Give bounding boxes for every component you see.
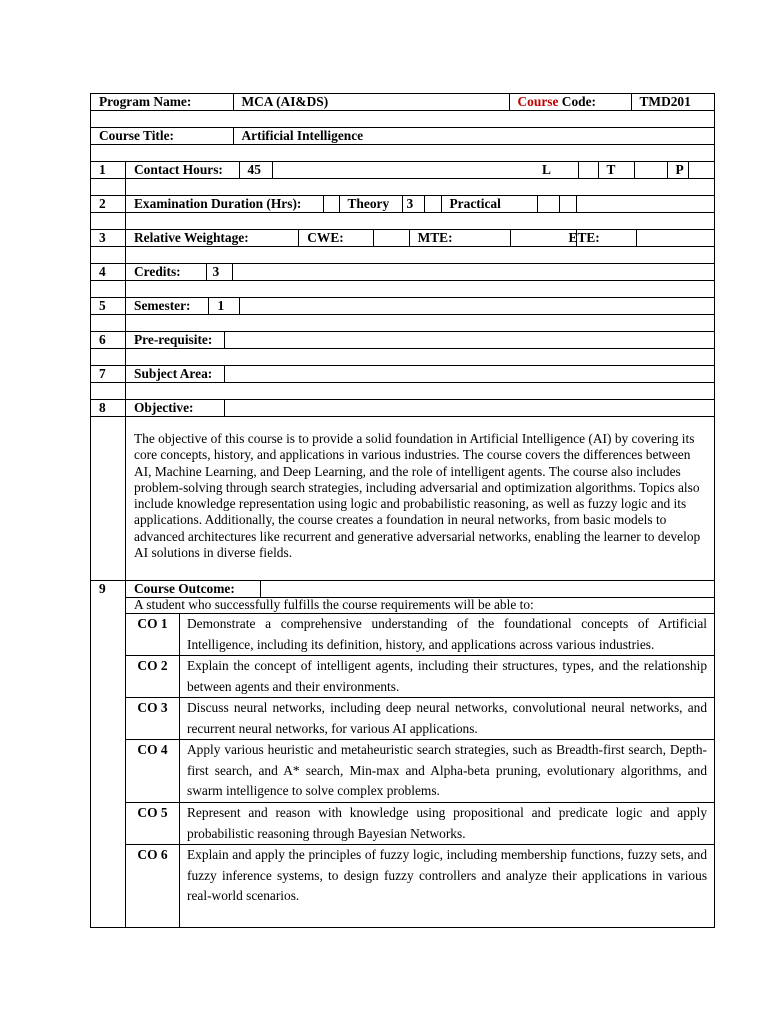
objective-text: The objective of this course is to provide a solid foundation in Artificial Intelligence (AI) by covering its core concepts, history, and applications in various industries. The course covers the differences between AI, Machine Learning, and Deep Learning, and the role of intelligent agents. The course also includes problem-solving through search strategies, including adversarial and optimization algorithms. Topics also include knowledge representation using logic and probabilistic reasoning, as well as fuzzy logic and its applications. Additionally, the course creates a foundation in neural networks, from basic models to advanced architectures like recurrent and generative adversarial networks, enabling the learner to develop AI solutions in diverse fields. xyxy=(126,417,715,581)
mte-label: MTE: xyxy=(409,230,510,246)
prerequisite-label: Pre-requisite: xyxy=(126,332,224,348)
co-text: Apply various heuristic and metaheuristic search strategies, such as Breadth-first search, Depth-first search, and A* search, Min-max and Alpha-beta pruning, evolutionary algorithms, and swarm intelligence to solve complex problems. xyxy=(180,740,715,803)
co-code: CO 1 xyxy=(126,614,180,656)
row-number-4: 4 xyxy=(91,264,126,281)
course-code-label xyxy=(509,94,631,110)
cwe-label: CWE: xyxy=(299,230,374,246)
course-document xyxy=(90,93,714,928)
row-number-8: 8 xyxy=(91,400,126,417)
subject-area-label: Subject Area: xyxy=(126,366,224,382)
course-code-value: TMD201 xyxy=(631,94,715,110)
co-text: Explain and apply the principles of fuzzy logic, including membership functions, fuzzy sets, and fuzzy inference systems, to design fuzzy controllers and analyze their applications in various real-world scenarios. xyxy=(180,845,715,928)
program-name-value: MCA (AI&DS) xyxy=(233,94,509,110)
theory-label: Theory xyxy=(339,196,402,212)
co-text: Demonstrate a comprehensive understanding of the foundational concepts of Artificial Intelligence, including its definition, history, and applications across various industries. xyxy=(180,614,715,656)
co-text: Represent and reason with knowledge using propositional and predicate logic and apply probabilistic reasoning through Bayesian Networks. xyxy=(180,803,715,845)
program-name-label: Program Name: xyxy=(91,94,233,110)
course-table xyxy=(90,93,715,928)
l-label: L xyxy=(534,162,578,178)
credits-label: Credits: xyxy=(126,264,206,280)
relative-weightage-label: Relative Weightage: xyxy=(126,230,299,246)
row-number-6: 6 xyxy=(91,332,126,349)
course-title-label: Course Title: xyxy=(91,128,233,144)
practical-label: Practical xyxy=(441,196,537,212)
co-code: CO 6 xyxy=(126,845,180,928)
theory-value: 3 xyxy=(402,196,424,212)
co-text: Explain the concept of intelligent agents, including their structures, types, and the relationship between agents and their environments. xyxy=(180,656,715,698)
row-number-2: 2 xyxy=(91,196,126,213)
co-code: CO 3 xyxy=(126,698,180,740)
ete-label: ETE: xyxy=(510,230,577,246)
course-title-value: Artificial Intelligence xyxy=(233,128,715,144)
t-label: T xyxy=(598,162,634,178)
outcome-intro: A student who successfully fulfills the course requirements will be able to: xyxy=(126,598,715,614)
course-code-label-rest: Code: xyxy=(558,94,596,109)
credits-value: 3 xyxy=(206,264,232,280)
course-code-label-red: Course xyxy=(517,94,559,109)
semester-value: 1 xyxy=(208,298,239,314)
row-number-1: 1 xyxy=(91,162,126,179)
co-text: Discuss neural networks, including deep neural networks, convolutional neural networks, and recurrent neural networks, for various AI applications. xyxy=(180,698,715,740)
co-code: CO 5 xyxy=(126,803,180,845)
contact-hours-label: Contact Hours: xyxy=(126,162,239,178)
row-number-9: 9 xyxy=(91,581,126,928)
p-label: P xyxy=(667,162,688,178)
row-number-7: 7 xyxy=(91,366,126,383)
row-number-5: 5 xyxy=(91,298,126,315)
co-code: CO 2 xyxy=(126,656,180,698)
co-code: CO 4 xyxy=(126,740,180,803)
semester-label: Semester: xyxy=(126,298,208,314)
exam-duration-label: Examination Duration (Hrs): xyxy=(126,196,323,212)
course-outcome-label: Course Outcome: xyxy=(126,581,260,597)
row-number-3: 3 xyxy=(91,230,126,247)
objective-label: Objective: xyxy=(126,400,224,416)
contact-hours-value: 45 xyxy=(239,162,272,178)
